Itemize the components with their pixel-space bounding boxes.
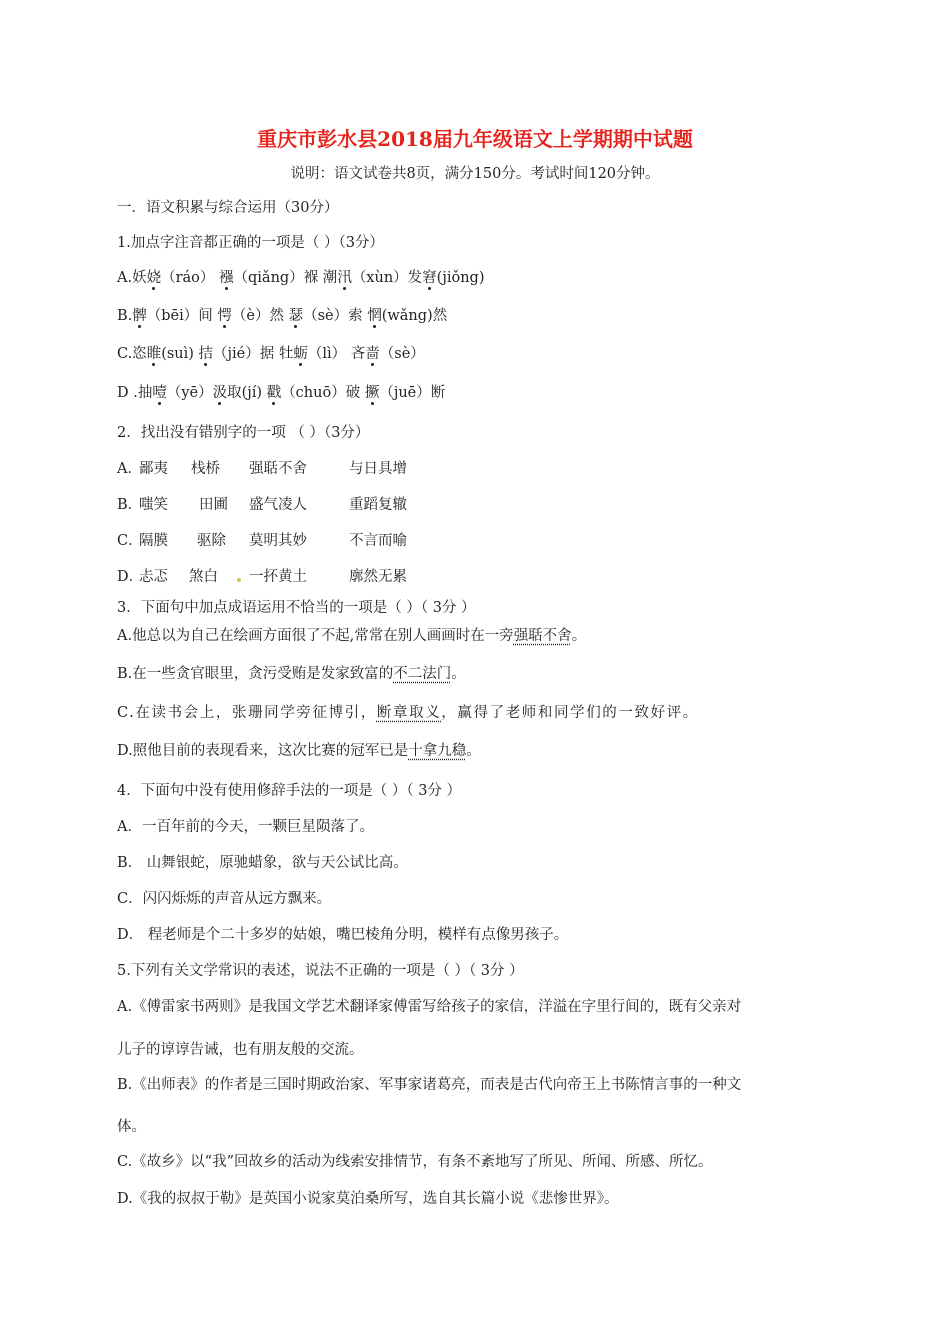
question-5-stem: 5.下列有关文学常识的表述，说法不正确的一项是（ ）（ 3分 ） bbox=[117, 963, 524, 979]
question-5-option-d: D.《我的叔叔于勒》是英国小说家莫泊桑所写，选自其长篇小说《悲惨世界》。 bbox=[117, 1191, 619, 1207]
question-3-option-a: A.他总以为自己在绘画方面很了不起,常常在别人画画时在一旁强聒不舍。 bbox=[117, 628, 587, 644]
exam-instructions: 说明：语文试卷共8页，满分150分。考试时间120分钟。 bbox=[290, 166, 660, 182]
question-1-stem: 1.加点字注音都正确的一项是（ ）（3分） bbox=[117, 235, 384, 251]
question-3-option-b: B.在一些贪官眼里，贪污受贿是发家致富的不二法门。 bbox=[117, 666, 466, 682]
section-heading: 一．语文积累与综合运用（30分） bbox=[117, 200, 339, 216]
question-3-option-d: D.照他目前的表现看来，这次比赛的冠军已是十拿九稳。 bbox=[117, 743, 481, 759]
question-5-option-c: C.《故乡》以“我”回故乡的活动为线索安排情节，有条不紊地写了所见、所闻、所感、所忆。 bbox=[117, 1154, 713, 1170]
dotted-idiom: 断章取义 bbox=[376, 705, 442, 721]
question-2-option-b: B．嗤笑 田圃 盛气凌人 重蹈复辙 bbox=[117, 497, 407, 513]
question-3-stem: 3．下面句中加点成语运用不恰当的一项是（ ）（ 3分 ） bbox=[117, 600, 476, 616]
question-5-option-b-line2: 体。 bbox=[117, 1119, 146, 1135]
question-5-option-a-line2: 儿子的谆谆告诫，也有朋友般的交流。 bbox=[117, 1042, 364, 1058]
question-1-option-c: C.恣睢(suì) 拮（jié）据 牡蛎（lì） 吝啬（sè） bbox=[117, 346, 425, 362]
question-2-option-a: A．鄙夷 栈桥 强聒不舍 与日具增 bbox=[117, 461, 407, 477]
question-1-option-b: B.髀（bēi）间 愕（è）然 瑟（sè）索 惘(wǎng)然 bbox=[117, 308, 448, 324]
question-1-option-a: A.妖娆（ráo） 襁（qiǎng）褓 潮汛（xùn）发窘(jiǒng) bbox=[117, 270, 485, 286]
question-3-option-c: C.在读书会上，张珊同学旁征博引，断章取义，赢得了老师和同学们的一致好评。 bbox=[117, 705, 699, 721]
question-1-option-d: D .抽噎（yē）汲取(jí) 戳（chuō）破 撅（juē）断 bbox=[117, 385, 446, 401]
question-2-stem: 2．找出没有错别字的一项 （ ）（3分） bbox=[117, 425, 370, 441]
question-4-option-a: A．一百年前的今天，一颗巨星陨落了。 bbox=[117, 819, 374, 835]
question-4-option-c: C．闪闪烁烁的声音从远方飘来。 bbox=[117, 891, 332, 907]
question-2-option-d: D．忐忑 煞白 一抔黄土 廓然无累 bbox=[117, 569, 407, 585]
dotted-idiom: 强聒不舍 bbox=[513, 628, 572, 644]
dotted-idiom: 不二法门 bbox=[393, 666, 452, 682]
stray-mark bbox=[237, 578, 241, 582]
question-4-stem: 4．下面句中没有使用修辞手法的一项是（ ）（ 3分 ） bbox=[117, 783, 462, 799]
question-4-option-b: B． 山舞银蛇，原驰蜡象，欲与天公试比高。 bbox=[117, 855, 408, 871]
question-4-option-d: D． 程老师是个二十多岁的姑娘，嘴巴棱角分明，模样有点像男孩子。 bbox=[117, 927, 569, 943]
exam-title: 重庆市彭水县2018届九年级语文上学期期中试题 bbox=[257, 127, 693, 151]
question-2-option-c: C．隔膜 驱除 莫明其妙 不言而喻 bbox=[117, 533, 407, 549]
question-5-option-b-line1: B.《出师表》的作者是三国时期政治家、军事家诸葛亮，而表是古代向帝王上书陈情言事的一种文 bbox=[117, 1077, 742, 1093]
question-5-option-a-line1: A.《傅雷家书两则》是我国文学艺术翻译家傅雷写给孩子的家信，洋溢在字里行间的，既有父亲对 bbox=[117, 999, 742, 1015]
dotted-idiom: 十拿九稳 bbox=[408, 743, 467, 759]
